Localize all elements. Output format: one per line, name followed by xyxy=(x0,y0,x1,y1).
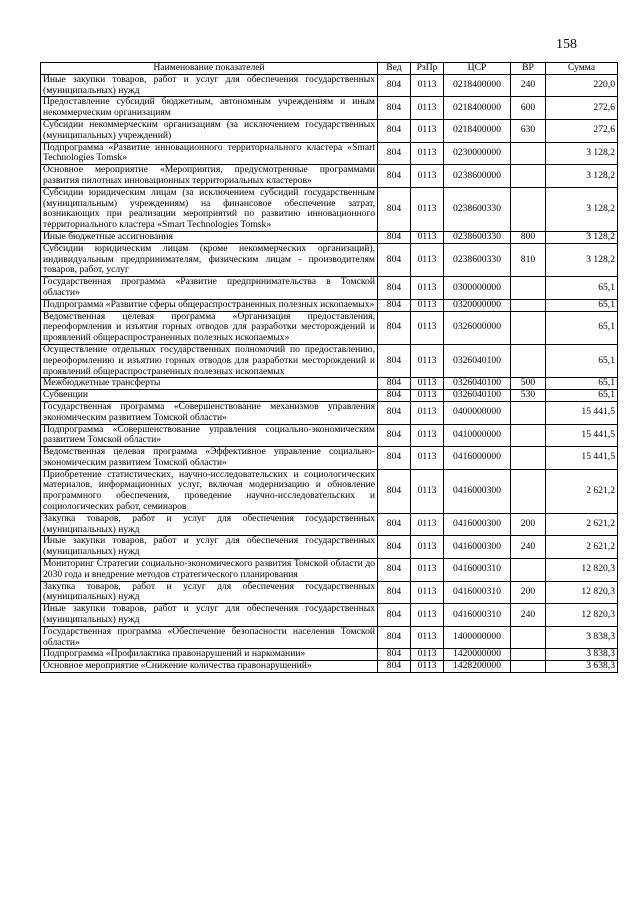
row-rzpr: 0113 xyxy=(411,469,444,513)
table-row xyxy=(41,231,618,243)
row-rzpr: 0113 xyxy=(411,447,444,470)
row-name: Субсидии юридическим лицам (за исключением субсидий государственным (муниципальным) учреждениям) на финансовое обеспечение затрат, возникающих при реализации мероприятий по развитию инновационного территориального кластера «Smart Technologies Tomsk» xyxy=(41,187,378,231)
row-csr: 0218400000 xyxy=(444,74,511,97)
row-vr xyxy=(511,447,546,470)
row-rzpr: 0113 xyxy=(411,626,444,649)
row-name: Подпрограмма «Профилактика правонарушений и наркомании» xyxy=(41,649,378,661)
row-name: Межбюджетные трансферты xyxy=(41,378,378,390)
row-ved: 804 xyxy=(378,311,411,344)
row-name: Иные закупки товаров, работ и услуг для обеспечения государственных (муниципальных) нужд xyxy=(41,74,378,97)
row-sum: 3 128,2 xyxy=(546,231,618,243)
table-row xyxy=(41,311,618,344)
row-vr xyxy=(511,142,546,165)
row-csr: 0326040100 xyxy=(444,390,511,402)
row-vr xyxy=(511,469,546,513)
row-rzpr: 0113 xyxy=(411,536,444,559)
row-rzpr: 0113 xyxy=(411,649,444,661)
row-ved: 804 xyxy=(378,424,411,447)
row-vr xyxy=(511,626,546,649)
table-row xyxy=(41,74,618,97)
table-row xyxy=(41,424,618,447)
row-vr: 240 xyxy=(511,536,546,559)
row-csr: 1400000000 xyxy=(444,626,511,649)
row-ved: 804 xyxy=(378,119,411,142)
table-row xyxy=(41,344,618,377)
row-csr: 1420000000 xyxy=(444,649,511,661)
row-rzpr: 0113 xyxy=(411,299,444,311)
row-rzpr: 0113 xyxy=(411,513,444,536)
row-csr: 0410000000 xyxy=(444,424,511,447)
row-vr: 630 xyxy=(511,119,546,142)
row-sum: 15 441,5 xyxy=(546,447,618,470)
header-sum: Сумма xyxy=(546,63,618,75)
row-sum: 3 128,2 xyxy=(546,187,618,231)
row-rzpr: 0113 xyxy=(411,661,444,673)
row-sum: 2 621,2 xyxy=(546,469,618,513)
row-name: Государственная программа «Развитие предпринимательства в Томской области» xyxy=(41,277,378,300)
table-row xyxy=(41,513,618,536)
row-rzpr: 0113 xyxy=(411,378,444,390)
row-csr: 0416000310 xyxy=(444,604,511,627)
row-name: Мониторинг Стратегии социально-экономического развития Томской области до 2030 года и внедрение методов стратегического планирования xyxy=(41,559,378,582)
row-name: Субсидии некоммерческим организациям (за исключением государственных (муниципальных) учреждений) xyxy=(41,119,378,142)
header-rzpr: РзПр xyxy=(411,63,444,75)
row-vr xyxy=(511,661,546,673)
row-csr: 0218400000 xyxy=(444,97,511,120)
row-vr: 200 xyxy=(511,581,546,604)
row-sum: 65,1 xyxy=(546,344,618,377)
row-ved: 804 xyxy=(378,187,411,231)
row-ved: 804 xyxy=(378,536,411,559)
row-csr: 0416000300 xyxy=(444,536,511,559)
row-rzpr: 0113 xyxy=(411,165,444,188)
row-csr: 0326040100 xyxy=(444,344,511,377)
row-vr: 600 xyxy=(511,97,546,120)
row-vr xyxy=(511,424,546,447)
row-csr: 0416000000 xyxy=(444,447,511,470)
row-ved: 804 xyxy=(378,243,411,276)
row-ved: 804 xyxy=(378,626,411,649)
row-vr xyxy=(511,559,546,582)
row-sum: 12 820,3 xyxy=(546,604,618,627)
row-name: Подпрограмма «Развитие инновационного территориального кластера «Smart Technologies Tomsk» xyxy=(41,142,378,165)
row-csr: 0416000300 xyxy=(444,469,511,513)
row-vr xyxy=(511,187,546,231)
row-sum: 15 441,5 xyxy=(546,401,618,424)
row-csr: 1428200000 xyxy=(444,661,511,673)
row-sum: 65,1 xyxy=(546,390,618,402)
row-rzpr: 0113 xyxy=(411,311,444,344)
row-sum: 3 838,3 xyxy=(546,649,618,661)
row-sum: 65,1 xyxy=(546,378,618,390)
row-sum: 65,1 xyxy=(546,311,618,344)
row-rzpr: 0113 xyxy=(411,277,444,300)
row-ved: 804 xyxy=(378,604,411,627)
row-vr: 530 xyxy=(511,390,546,402)
row-vr xyxy=(511,401,546,424)
row-ved: 804 xyxy=(378,581,411,604)
row-name: Иные бюджетные ассигнования xyxy=(41,231,378,243)
row-csr: 0238600000 xyxy=(444,165,511,188)
row-name: Подпрограмма «Развитие сферы общераспространенных полезных ископаемых» xyxy=(41,299,378,311)
row-ved: 804 xyxy=(378,344,411,377)
row-vr: 240 xyxy=(511,74,546,97)
row-name: Подпрограмма «Совершенствование управления социально-экономическим развитием Томской области» xyxy=(41,424,378,447)
row-name: Предоставление субсидий бюджетным, автономным учреждениям и иным некоммерческим организациям xyxy=(41,97,378,120)
row-csr: 0218400000 xyxy=(444,119,511,142)
row-vr xyxy=(511,277,546,300)
header-vr: ВР xyxy=(511,63,546,75)
row-rzpr: 0113 xyxy=(411,424,444,447)
table-row xyxy=(41,243,618,276)
row-ved: 804 xyxy=(378,559,411,582)
row-name: Иные закупки товаров, работ и услуг для обеспечения государственных (муниципальных) нужд xyxy=(41,536,378,559)
row-csr: 0238600330 xyxy=(444,243,511,276)
row-rzpr: 0113 xyxy=(411,604,444,627)
row-sum: 3 128,2 xyxy=(546,243,618,276)
row-ved: 804 xyxy=(378,661,411,673)
row-rzpr: 0113 xyxy=(411,74,444,97)
row-name: Основное мероприятие «Снижение количества правонарушений» xyxy=(41,661,378,673)
row-rzpr: 0113 xyxy=(411,187,444,231)
row-name: Субсидии юридическим лицам (кроме некоммерческих организаций), индивидуальным предпринимателям, физическим лицам - производителям товаров, работ, услуг xyxy=(41,243,378,276)
table-row xyxy=(41,378,618,390)
table-row xyxy=(41,187,618,231)
row-name: Закупка товаров, работ и услуг для обеспечения государственных (муниципальных) нужд xyxy=(41,513,378,536)
table-row xyxy=(41,469,618,513)
row-name: Иные закупки товаров, работ и услуг для обеспечения государственных (муниципальных) нужд xyxy=(41,604,378,627)
table-row xyxy=(41,559,618,582)
row-ved: 804 xyxy=(378,231,411,243)
row-ved: 804 xyxy=(378,299,411,311)
row-sum: 272,6 xyxy=(546,97,618,120)
row-name: Закупка товаров, работ и услуг для обеспечения государственных (муниципальных) нужд xyxy=(41,581,378,604)
row-ved: 804 xyxy=(378,401,411,424)
row-ved: 804 xyxy=(378,469,411,513)
table-row xyxy=(41,661,618,673)
row-vr: 240 xyxy=(511,604,546,627)
row-csr: 0416000310 xyxy=(444,581,511,604)
row-vr xyxy=(511,165,546,188)
row-name: Осуществление отдельных государственных полномочий по предоставлению, переоформлению и изъятию горных отводов для разработки месторождений и проявлений общераспространенных полезных ископаемых xyxy=(41,344,378,377)
table-row xyxy=(41,165,618,188)
header-name: Наименование показателей xyxy=(41,63,378,75)
row-sum: 3 638,3 xyxy=(546,661,618,673)
row-sum: 65,1 xyxy=(546,299,618,311)
row-rzpr: 0113 xyxy=(411,390,444,402)
row-name: Ведомственная целевая программа «Эффективное управление социально-экономическим развитием Томской области» xyxy=(41,447,378,470)
row-rzpr: 0113 xyxy=(411,97,444,120)
row-sum: 12 820,3 xyxy=(546,581,618,604)
budget-table xyxy=(40,62,618,673)
row-sum: 3 838,3 xyxy=(546,626,618,649)
table-body xyxy=(41,74,618,672)
row-csr: 0230000000 xyxy=(444,142,511,165)
row-vr xyxy=(511,311,546,344)
row-csr: 0326000000 xyxy=(444,311,511,344)
table-row xyxy=(41,401,618,424)
row-csr: 0300000000 xyxy=(444,277,511,300)
row-ved: 804 xyxy=(378,447,411,470)
row-sum: 220,0 xyxy=(546,74,618,97)
row-ved: 804 xyxy=(378,74,411,97)
header-csr: ЦСР xyxy=(444,63,511,75)
table-row xyxy=(41,142,618,165)
row-sum: 3 128,2 xyxy=(546,142,618,165)
table-row xyxy=(41,97,618,120)
table-row xyxy=(41,604,618,627)
row-name: Приобретение статистических, научно-исследовательских и социологических материалов, информационных услуг, включая модернизацию и обновление программного обеспечения, проведение научно-исследовательских и социологических работ, семинаров xyxy=(41,469,378,513)
table-row xyxy=(41,536,618,559)
row-vr xyxy=(511,649,546,661)
table-header-row xyxy=(41,63,618,75)
row-ved: 804 xyxy=(378,390,411,402)
row-name: Основное мероприятие «Мероприятия, предусмотренные программами развития пилотных инновационных территориальных кластеров» xyxy=(41,165,378,188)
row-rzpr: 0113 xyxy=(411,243,444,276)
table-row xyxy=(41,277,618,300)
table-row xyxy=(41,447,618,470)
row-csr: 0238600330 xyxy=(444,187,511,231)
row-sum: 15 441,5 xyxy=(546,424,618,447)
row-vr: 200 xyxy=(511,513,546,536)
row-ved: 804 xyxy=(378,142,411,165)
row-csr: 0400000000 xyxy=(444,401,511,424)
row-vr xyxy=(511,344,546,377)
table-row xyxy=(41,390,618,402)
row-ved: 804 xyxy=(378,165,411,188)
row-rzpr: 0113 xyxy=(411,142,444,165)
table-row xyxy=(41,119,618,142)
table-row xyxy=(41,581,618,604)
row-name: Субвенции xyxy=(41,390,378,402)
row-name: Ведомственная целевая программа «Организация предоставления, переоформления и изъятия горных отводов для разработки месторождений и проявлений общераспространенных полезных ископаемых» xyxy=(41,311,378,344)
row-sum: 12 820,3 xyxy=(546,559,618,582)
header-ved: Вед xyxy=(378,63,411,75)
row-vr xyxy=(511,299,546,311)
row-vr: 800 xyxy=(511,231,546,243)
page-number: 158 xyxy=(556,37,577,52)
row-ved: 804 xyxy=(378,97,411,120)
row-rzpr: 0113 xyxy=(411,231,444,243)
row-sum: 65,1 xyxy=(546,277,618,300)
row-sum: 2 621,2 xyxy=(546,513,618,536)
table-row xyxy=(41,626,618,649)
row-rzpr: 0113 xyxy=(411,401,444,424)
row-sum: 3 128,2 xyxy=(546,165,618,188)
row-ved: 804 xyxy=(378,513,411,536)
table-row xyxy=(41,649,618,661)
row-csr: 0416000310 xyxy=(444,559,511,582)
row-rzpr: 0113 xyxy=(411,581,444,604)
row-csr: 0320000000 xyxy=(444,299,511,311)
row-ved: 804 xyxy=(378,649,411,661)
row-csr: 0416000300 xyxy=(444,513,511,536)
row-csr: 0238600330 xyxy=(444,231,511,243)
row-rzpr: 0113 xyxy=(411,559,444,582)
table-row xyxy=(41,299,618,311)
row-name: Государственная программа «Совершенствование механизмов управления экономическим развитием Томской области» xyxy=(41,401,378,424)
row-ved: 804 xyxy=(378,277,411,300)
row-csr: 0326040100 xyxy=(444,378,511,390)
row-sum: 2 621,2 xyxy=(546,536,618,559)
row-name: Государственная программа «Обеспечение безопасности населения Томской области» xyxy=(41,626,378,649)
row-vr: 500 xyxy=(511,378,546,390)
row-vr: 810 xyxy=(511,243,546,276)
row-ved: 804 xyxy=(378,378,411,390)
row-rzpr: 0113 xyxy=(411,344,444,377)
row-sum: 272,6 xyxy=(546,119,618,142)
row-rzpr: 0113 xyxy=(411,119,444,142)
